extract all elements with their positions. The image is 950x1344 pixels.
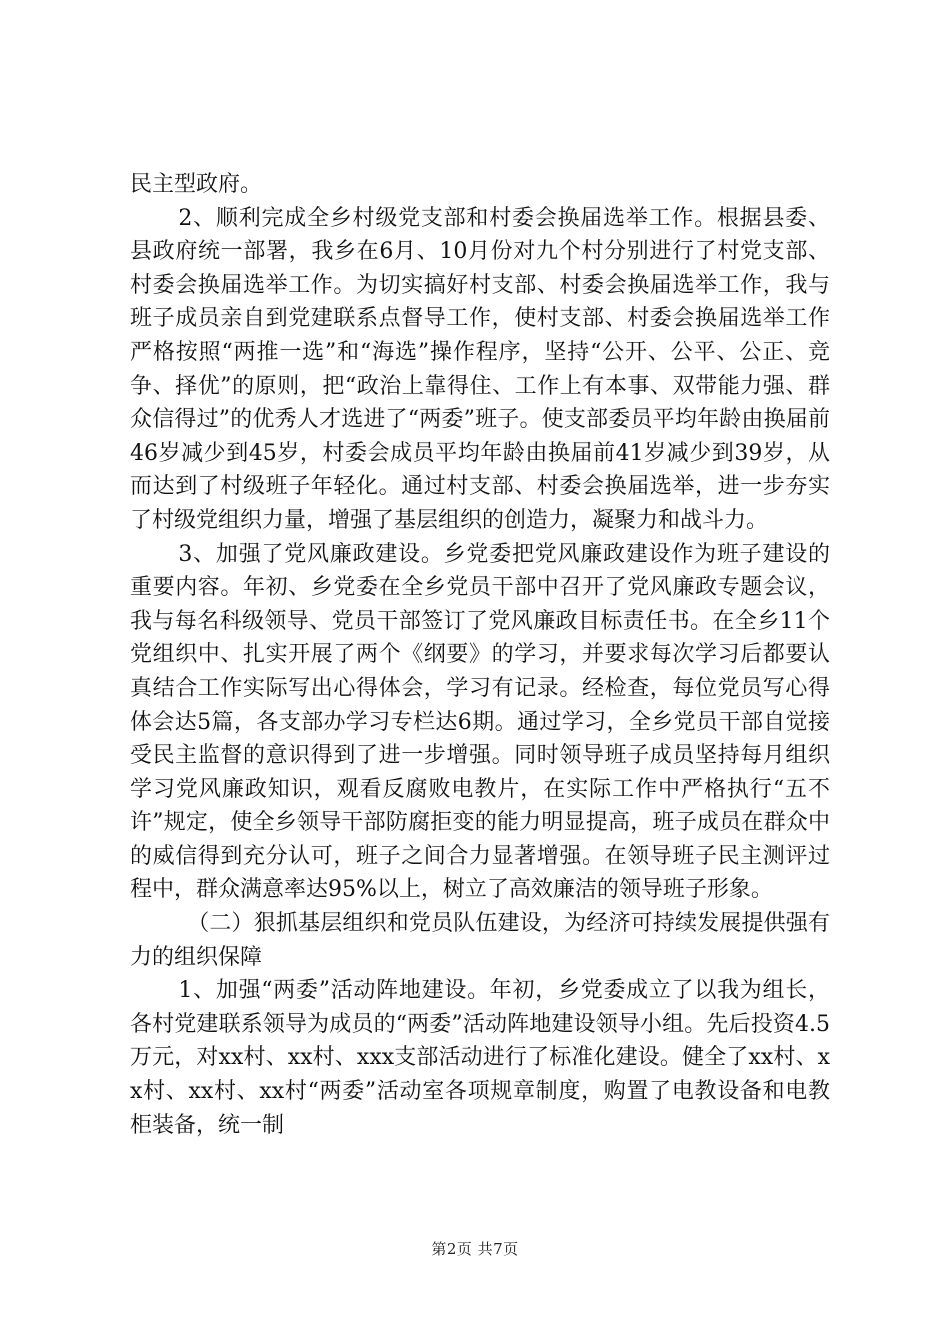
section-heading-2: （二）狠抓基层组织和党员队伍建设，为经济可持续发展提供强有力的组织保障 [130, 911, 830, 970]
paragraph-continuation: 民主型政府。 [130, 172, 263, 197]
page-number-footer: 第2页 共7页 [431, 1240, 519, 1258]
paragraph-item-1-facilities: 1、加强“两委”活动阵地建设。年初，乡党委成立了以我为组长，各村党建联系领导为成员的“两委”活动阵地建设领导小组。先后投资4.5万元，对xx村、xx村、xxx支部活动进行了标准化建设。健全了xx村、xx村、xx村、xx村“两委”活动室各项规章制度，购置了电教设备和电教柜装备，统一制 [130, 978, 830, 1138]
paragraph-item-3-integrity: 3、加强了党风廉政建设。乡党委把党风廉政建设作为班子建设的重要内容。年初、乡党委在全乡党员干部中召开了党风廉政专题会议，我与每名科级领导、党员干部签订了党风廉政目标责任书。在全乡11个党组织中、扎实开展了两个《纲要》的学习，并要求每次学习后都要认真结合工作实际写出心得体会，学习有记录。经检查，每位党员写心得体会达5篇，各支部办学习专栏达6期。通过学习，全乡党员干部自觉接受民主监督的意识得到了进一步增强。同时领导班子成员坚持每月组织学习党风廉政知识，观看反腐败电教片，在实际工作中严格执行“五不许”规定，使全乡领导干部防腐拒变的能力明显提高，班子成员在群众中的威信得到充分认可，班子之间合力显著增强。在领导班子民主测评过程中，群众满意率达95%以上，树立了高效廉洁的领导班子形象。 [130, 541, 830, 903]
document-body [130, 168, 830, 1142]
paragraph-item-2-election: 2、顺利完成全乡村级党支部和村委会换届选举工作。根据县委、县政府统一部署，我乡在6月、10月份对九个村分别进行了村党支部、村委会换届选举工作。为切实搞好村支部、村委会换届选举工作，我与班子成员亲自到党建联系点督导工作，使村支部、村委会换届选举工作严格按照“两推一选”和“海选”操作程序，坚持“公开、公平、公正、竞争、择优”的原则，把“政治上靠得住、工作上有本事、双带能力强、群众信得过”的优秀人才选进了“两委”班子。使支部委员平均年龄由换届前46岁减少到45岁，村委会成员平均年龄由换届前41岁减少到39岁，从而达到了村级班子年轻化。通过村支部、村委会换届选举，进一步夯实了村级党组织力量，增强了基层组织的创造力，凝聚力和战斗力。 [130, 205, 830, 533]
